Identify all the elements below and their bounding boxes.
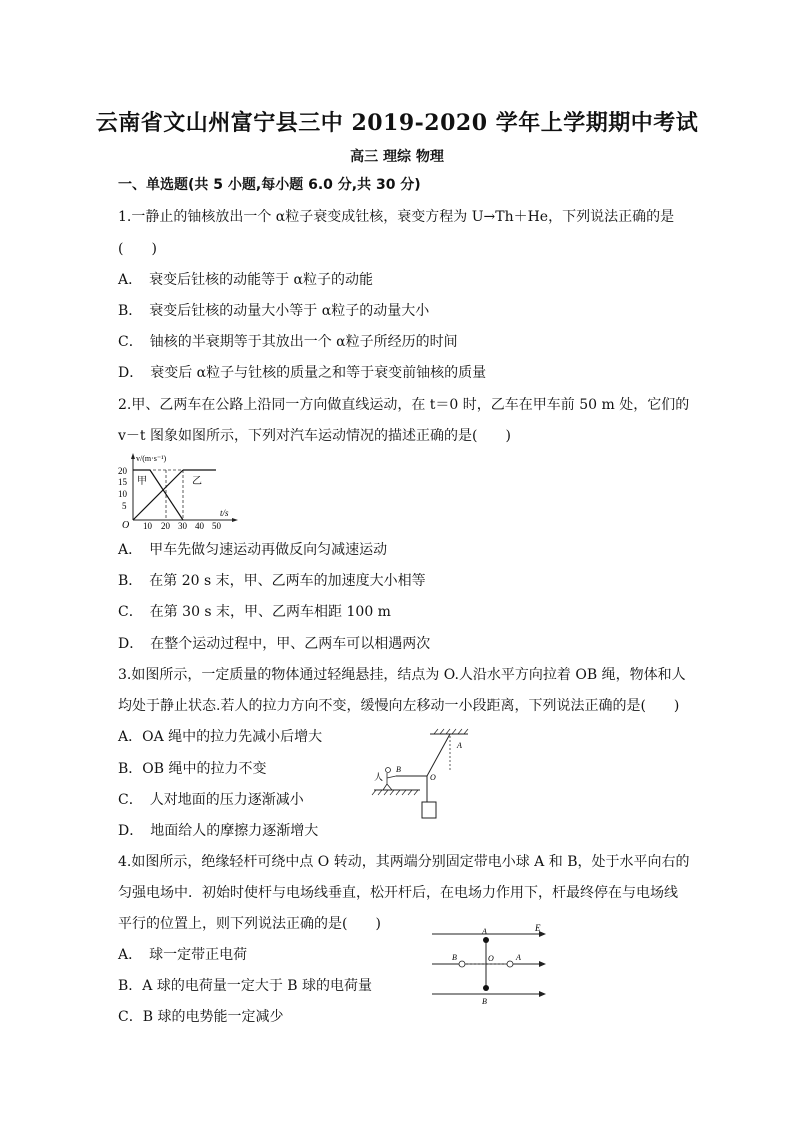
q1-option-d: D． 衰变后 α粒子与钍核的质量之和等于衰变前铀核的质量: [118, 365, 487, 381]
q3-option-c: C． 人对地面的压力逐渐减小: [118, 792, 304, 808]
x-axis-label: t/s: [220, 508, 229, 518]
ball-a: [483, 937, 489, 943]
ball-a-final: [507, 961, 513, 967]
q2-option-b: B． 在第 20 s 末，甲、乙两车的加速度大小相等: [118, 573, 426, 589]
person-head-icon: [386, 768, 391, 773]
field-lines: [432, 934, 542, 994]
q4-option-a: A． 球一定带正电荷: [118, 947, 248, 963]
q3-option-a: A．OA 绳中的拉力先减小后增大: [118, 729, 323, 745]
x-tick-40: 40: [195, 521, 204, 530]
field-arrow-icon: [539, 991, 546, 997]
q4-option-c: C．B 球的电势能一定减少: [118, 1009, 284, 1025]
q4-stem-line1: 4.如图所示，绝缘轻杆可绕中点 O 转动，其两端分别固定带电小球 A 和 B，处于水平向右的: [118, 854, 690, 870]
vt-graph-figure: [116, 450, 246, 530]
label-a: A: [457, 741, 462, 750]
q1-option-a: A． 衰变后钍核的动能等于 α粒子的动能: [118, 272, 374, 288]
q3-stem-line2: 均处于静止状态.若人的拉力方向不变，缓慢向左移动一小段距离，下列说法正确的是( ): [118, 698, 680, 714]
q4-stem-line3: 平行的位置上，则下列说法正确的是( ): [118, 916, 381, 932]
ground-hatch: [372, 790, 418, 795]
q3-option-d: D． 地面给人的摩擦力逐渐增大: [118, 823, 319, 839]
label-b-bottom: B: [482, 997, 487, 1006]
label-person: 人: [374, 772, 384, 782]
y-tick-10: 10: [118, 489, 127, 499]
q1-stem-line1: 1.一静止的铀核放出一个 α粒子衰变成钍核，衰变方程为 U→Th＋He，下列说法正确的是: [118, 209, 675, 225]
y-tick-20: 20: [118, 466, 127, 476]
section-heading: 一、单选题(共 5 小题,每小题 6.0 分,共 30 分): [118, 177, 421, 193]
q4-option-b: B．A 球的电荷量一定大于 B 球的电荷量: [118, 978, 373, 994]
y-tick-5: 5: [122, 501, 127, 511]
hanging-box: [422, 802, 436, 818]
label-b-left: B: [452, 953, 457, 962]
x-tick-30: 30: [178, 521, 187, 530]
q2-option-d: D． 在整个运动过程中，甲、乙两车可以相遇两次: [118, 636, 431, 652]
y-axis-label: v/(m·s⁻¹): [136, 454, 167, 463]
exam-subtitle: 高三 理综 物理: [350, 149, 444, 165]
ceiling-hatch: [434, 729, 468, 734]
q3-stem-line1: 3.如图所示，一定质量的物体通过轻绳悬挂，结点为 O.人沿水平方向拉着 OB 绳，物体和人: [118, 667, 686, 683]
rope-oa: [427, 734, 450, 776]
label-o: O: [430, 773, 436, 782]
q1-stem-line2: ( ): [118, 241, 157, 257]
person-body-icon: [383, 773, 396, 790]
label-o-center: O: [488, 954, 494, 963]
q1-option-b: B． 衰变后钍核的动量大小等于 α粒子的动量大小: [118, 303, 430, 319]
label-a-top: A: [482, 927, 487, 936]
x-tick-50: 50: [212, 521, 221, 530]
ball-b-final: [459, 961, 465, 967]
label-jia: 甲: [137, 476, 147, 487]
y-tick-15: 15: [118, 477, 127, 487]
x-tick-10: 10: [143, 521, 152, 530]
field-arrow-icon: [539, 961, 546, 967]
q2-option-a: A． 甲车先做匀速运动再做反向匀减速运动: [118, 542, 388, 558]
q3-option-b: B．OB 绳中的拉力不变: [118, 761, 267, 777]
origin-label: O: [122, 520, 130, 530]
x-axis-arrow-icon: [232, 518, 238, 522]
label-yi: 乙: [192, 476, 202, 487]
q2-stem-line1: 2.甲、乙两车在公路上沿同一方向做直线运动，在 t＝0 时，乙车在甲车前 50 m 处，它们的: [118, 397, 690, 413]
label-a-right: A: [516, 953, 521, 962]
jia-line-decel: [150, 470, 183, 520]
y-axis-arrow-icon: [131, 453, 135, 459]
x-tick-20: 20: [161, 521, 170, 530]
q2-option-c: C． 在第 30 s 末，甲、乙两车相距 100 m: [118, 604, 391, 620]
electric-field-figure: [428, 920, 550, 1006]
ball-b: [483, 985, 489, 991]
q2-stem-line2: v－t 图象如图所示，下列对汽车运动情况的描述正确的是( ): [118, 428, 511, 444]
rope-figure: [370, 728, 480, 824]
exam-title: 云南省文山州富宁县三中 2019-2020 学年上学期期中考试: [95, 110, 699, 136]
q4-stem-line2: 匀强电场中．初始时使杆与电场线垂直，松开杆后，在电场力作用下，杆最终停在与电场线: [118, 885, 678, 901]
label-e: E: [535, 923, 541, 933]
q1-option-c: C． 铀核的半衰期等于其放出一个 α粒子所经历的时间: [118, 334, 458, 350]
label-b: B: [396, 765, 401, 774]
